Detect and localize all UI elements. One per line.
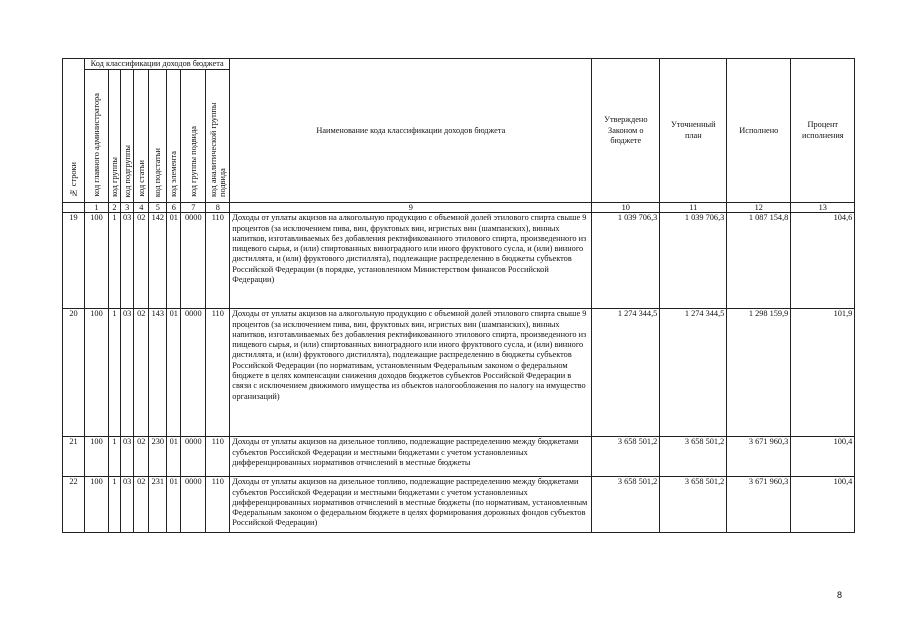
approved-amount: 1 039 706,3 bbox=[592, 213, 660, 309]
header-cls-7: код группы подвида bbox=[181, 70, 206, 203]
header-approved: Утверждено Законом о бюджете bbox=[592, 59, 660, 203]
subtype-group-code: 0000 bbox=[181, 213, 206, 309]
col-num: 1 bbox=[85, 203, 109, 213]
article-code: 02 bbox=[134, 213, 149, 309]
col-num: 7 bbox=[181, 203, 206, 213]
group-code: 1 bbox=[109, 213, 121, 309]
header-name: Наименование кода классификации доходов бюджета bbox=[230, 59, 592, 203]
admin-code: 100 bbox=[85, 437, 109, 477]
revised-amount: 1 274 344,5 bbox=[660, 309, 727, 437]
table-row bbox=[63, 477, 855, 533]
header-classification-group: Код классификации доходов бюджета bbox=[85, 59, 230, 70]
header-cls-1: код главного администратора bbox=[85, 70, 109, 203]
col-num: 6 bbox=[167, 203, 181, 213]
table-body bbox=[63, 213, 855, 533]
group-code: 1 bbox=[109, 437, 121, 477]
element-code: 01 bbox=[167, 309, 181, 437]
row-number: 20 bbox=[63, 309, 85, 437]
header-cls-4: код статьи bbox=[134, 70, 149, 203]
header-cls-5: код подстатьи bbox=[149, 70, 167, 203]
subarticle-code: 143 bbox=[149, 309, 167, 437]
execution-percent: 104,6 bbox=[791, 213, 855, 309]
approved-amount: 1 274 344,5 bbox=[592, 309, 660, 437]
header-row-no: № строки bbox=[63, 59, 85, 203]
approved-amount: 3 658 501,2 bbox=[592, 477, 660, 533]
income-description: Доходы от уплаты акцизов на алкогольную продукцию с объемной долей этилового спирта свыше 9 процентов (за исключением пива, вин, фруктовых вин, игристых вин (шампанских), винных напитков, изготавливаемых без добавления ректификованного этилового спирта, произведенного из пищевого сырья, и (или) спиртованных виноградного или иного фруктового сусла, и (или) винного дистиллята, и (или) фруктового дистиллята), подлежащие распределению в бюджеты субъектов Российской Федерации (по нормативам, установленным Федеральным законом о федеральном бюджете в целях компенсации снижения доходов бюджетов субъектов Российской Федерации в связи с исключением движимого имущества из объектов налогообложения по налогу на имущество организаций) bbox=[230, 309, 592, 437]
header-percent: Процент исполнения bbox=[791, 59, 855, 203]
subtype-group-code: 0000 bbox=[181, 309, 206, 437]
analytic-group-code: 110 bbox=[206, 213, 230, 309]
executed-amount: 3 671 960,3 bbox=[727, 477, 791, 533]
col-num: 10 bbox=[592, 203, 660, 213]
table-row bbox=[63, 309, 855, 437]
subgroup-code: 03 bbox=[121, 437, 134, 477]
element-code: 01 bbox=[167, 213, 181, 309]
header-revised: Уточненный план bbox=[660, 59, 727, 203]
article-code: 02 bbox=[134, 437, 149, 477]
header-cls-8: код аналитической группы подвида bbox=[206, 70, 230, 203]
admin-code: 100 bbox=[85, 213, 109, 309]
admin-code: 100 bbox=[85, 309, 109, 437]
article-code: 02 bbox=[134, 309, 149, 437]
col-num: 11 bbox=[660, 203, 727, 213]
subtype-group-code: 0000 bbox=[181, 437, 206, 477]
analytic-group-code: 110 bbox=[206, 477, 230, 533]
col-num: 13 bbox=[791, 203, 855, 213]
analytic-group-code: 110 bbox=[206, 309, 230, 437]
header-cls-6: код элемента bbox=[167, 70, 181, 203]
header-cls-3: код подгруппы bbox=[121, 70, 134, 203]
subtype-group-code: 0000 bbox=[181, 477, 206, 533]
col-num: 2 bbox=[109, 203, 121, 213]
executed-amount: 3 671 960,3 bbox=[727, 437, 791, 477]
header-cls-2: код группы bbox=[109, 70, 121, 203]
group-code: 1 bbox=[109, 477, 121, 533]
table-row bbox=[63, 437, 855, 477]
col-num: 12 bbox=[727, 203, 791, 213]
element-code: 01 bbox=[167, 437, 181, 477]
subgroup-code: 03 bbox=[121, 213, 134, 309]
row-number: 21 bbox=[63, 437, 85, 477]
subarticle-code: 231 bbox=[149, 477, 167, 533]
col-num: 5 bbox=[149, 203, 167, 213]
col-num: 3 bbox=[121, 203, 134, 213]
income-description: Доходы от уплаты акцизов на дизельное топливо, подлежащие распределению между бюджетами субъектов Российской Федерации и местными бюджетами с учетом установленных дифференцированных нормативов отчислений в местные бюджеты bbox=[230, 437, 592, 477]
execution-percent: 101,9 bbox=[791, 309, 855, 437]
income-description: Доходы от уплаты акцизов на дизельное топливо, подлежащие распределению между бюджетами субъектов Российской Федерации и местными бюджетами с учетом установленных дифференцированных нормативов отчислений в местные бюджеты (по нормативам, установленным Федеральным законом о федеральном бюджете в целях формирования дорожных фондов субъектов Российской Федерации) bbox=[230, 477, 592, 533]
revised-amount: 3 658 501,2 bbox=[660, 437, 727, 477]
executed-amount: 1 298 159,9 bbox=[727, 309, 791, 437]
row-number: 19 bbox=[63, 213, 85, 309]
admin-code: 100 bbox=[85, 477, 109, 533]
col-num: 4 bbox=[134, 203, 149, 213]
header-group-row bbox=[63, 59, 855, 70]
subarticle-code: 230 bbox=[149, 437, 167, 477]
revised-amount: 3 658 501,2 bbox=[660, 477, 727, 533]
table-row bbox=[63, 213, 855, 309]
column-numbers-row bbox=[63, 203, 855, 213]
page-number: 8 bbox=[837, 590, 843, 600]
header-executed: Исполнено bbox=[727, 59, 791, 203]
group-code: 1 bbox=[109, 309, 121, 437]
subarticle-code: 142 bbox=[149, 213, 167, 309]
col-num: 9 bbox=[230, 203, 592, 213]
execution-percent: 100,4 bbox=[791, 437, 855, 477]
row-number: 22 bbox=[63, 477, 85, 533]
budget-revenue-table bbox=[62, 58, 855, 533]
approved-amount: 3 658 501,2 bbox=[592, 437, 660, 477]
analytic-group-code: 110 bbox=[206, 437, 230, 477]
article-code: 02 bbox=[134, 477, 149, 533]
subgroup-code: 03 bbox=[121, 477, 134, 533]
execution-percent: 100,4 bbox=[791, 477, 855, 533]
executed-amount: 1 087 154,8 bbox=[727, 213, 791, 309]
col-num: 8 bbox=[206, 203, 230, 213]
element-code: 01 bbox=[167, 477, 181, 533]
subgroup-code: 03 bbox=[121, 309, 134, 437]
income-description: Доходы от уплаты акцизов на алкогольную продукцию с объемной долей этилового спирта свыше 9 процентов (за исключением пива, вин, фруктовых вин, игристых вин (шампанских), винных напитков, изготавливаемых без добавления ректификованного этилового спирта, произведенного из пищевого сырья, и (или) спиртованных виноградного или иного фруктового сусла, и (или) винного дистиллята, и (или) фруктового дистиллята), подлежащие распределению в бюджеты субъектов Российской Федерации (в порядке, установленном Министерством финансов Российской Федерации) bbox=[230, 213, 592, 309]
col-num bbox=[63, 203, 85, 213]
revised-amount: 1 039 706,3 bbox=[660, 213, 727, 309]
